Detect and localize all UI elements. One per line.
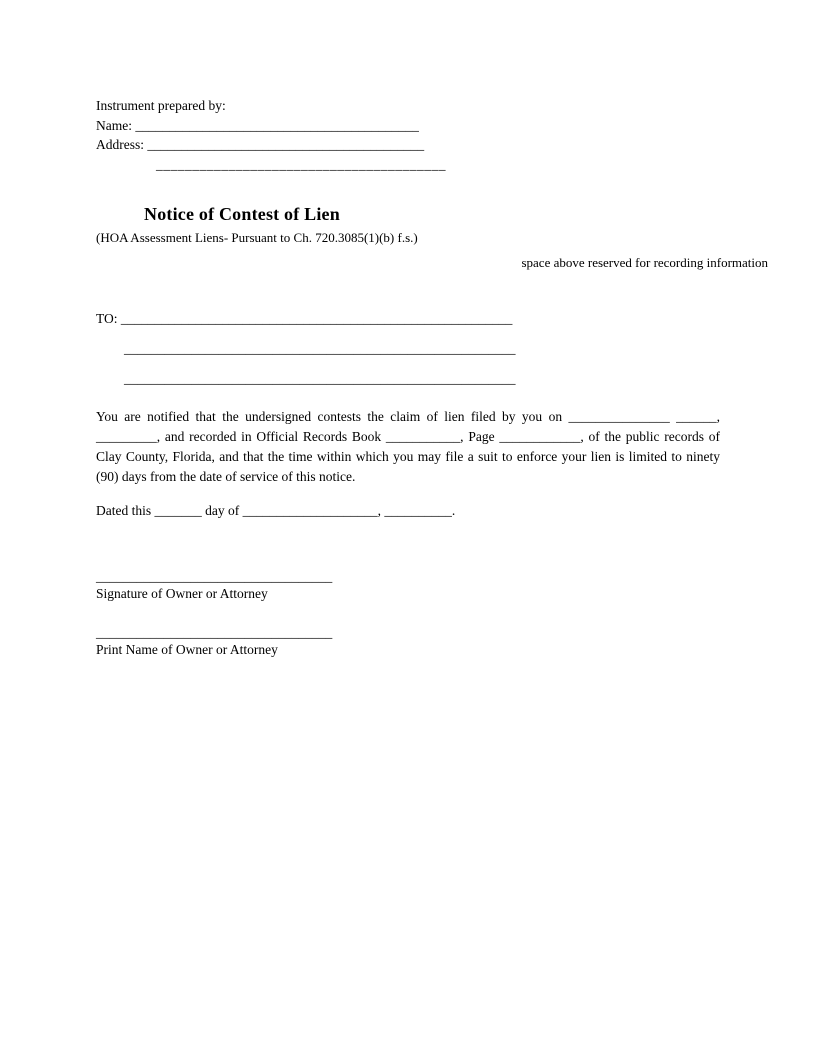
prepared-by-address-line: Address: _________________________________________ [96,137,425,152]
prepared-by-name-line: Name: __________________________________________ [96,117,419,133]
print-name-label: Print Name of Owner or Attorney [96,641,278,657]
to-line-2: __________________________________________________________ [124,341,516,356]
page-title: Notice of Contest of Lien [144,204,340,224]
prepared-by-label: Instrument prepared by: [96,98,226,113]
signature-line: ___________________________________ [96,568,333,584]
dated-line: Dated this _______ day of ____________________, __________. [96,502,456,518]
to-line-1: TO: __________________________________________________________ [96,311,513,326]
prepared-by-extra-line: ________________________________________ [156,156,446,172]
signature-label: Signature of Owner or Attorney [96,585,268,601]
notice-body-paragraph: You are notified that the undersigned contests the claim of lien filed by you on _______________ ______, _________, and recorded in Official Records Book ___________, Page ____________, of the public records of Clay County, Florida, and that the time within which you may file a suit to enforce your lien is limited to ninety (90) days from the date of service of this notice. [96,409,720,484]
to-line-3: __________________________________________________________ [124,371,516,386]
recording-space-note: space above reserved for recording information [521,255,768,270]
prepared-by-block [96,96,720,174]
signature-block [96,569,720,603]
page-subtitle: (HOA Assessment Liens- Pursuant to Ch. 720.3085(1)(b) f.s.) [96,230,418,245]
addressee-block [96,311,720,387]
print-name-line: ___________________________________ [96,624,333,640]
print-name-block [96,625,720,659]
